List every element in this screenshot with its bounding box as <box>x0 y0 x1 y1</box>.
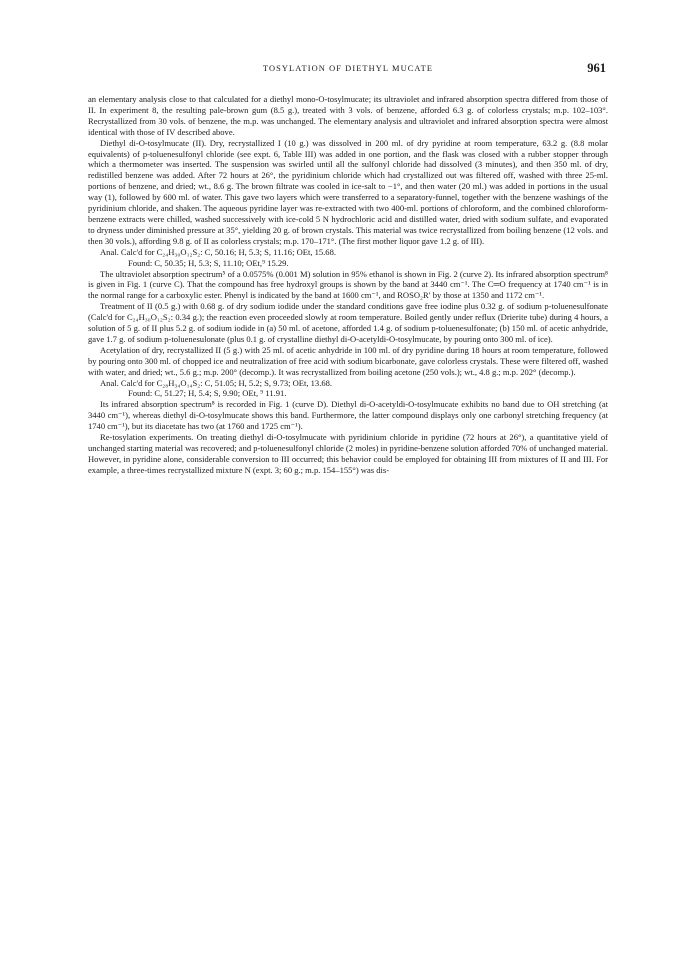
paragraph-acetylation: Acetylation of dry, recrystallized II (5 g.) with 25 ml. of acetic anhydride in 100 ml. of dry pyridine during 18 hours at room temperature, followed by pouring onto 300 ml. of chopped ice and neutralization of free acid with sodium bicarbonate, gave colorless crystals. These were filtered off, washed with water, and dried; wt., 5.6 g.; m.p. 200° (decomp.). It was recrystallized from boiling acetone (250 vols.); wt., 4.8 g.; m.p. 202° (decomp.). <box>88 344 608 377</box>
page-number: 961 <box>587 61 606 75</box>
running-title: TOSYLATION OF DIETHYL MUCATE <box>262 64 434 73</box>
journal-page <box>88 62 608 476</box>
page-header <box>88 62 608 80</box>
paragraph-experiment-8: an elementary analysis close to that calculated for a diethyl mono-O-tosylmucate; its ultraviolet and infrared absorption spectra differed from those of II. In experiment 8, the resulting pale-brown gum (8.5 g.), treated with 3 vols. of benzene, afforded 6.3 g. of colorless crystals; m.p. 102–103°. Recrystallized from 30 vols. of benzene, the m.p. was unchanged. The elementary analysis and ultraviolet and infrared absorption spectra were almost identical with those of IV described above. <box>88 94 608 137</box>
paragraph-re-tosylation: Re-tosylation experiments. On treating diethyl di-O-tosylmucate with pyridinium chloride in pyridine (72 hours at 26°), a quantitative yield of unchanged starting material was recovered; and p-toluenesulfonyl chloride (2 moles) in pyridine-benzene solution afforded 70% of unchanged material. However, in pyridine alone, considerable conversion to III occurred; this behavior could be employed for obtaining III from mixtures of II and III. For example, a three-times recrystallized mixture N (expt. 3; 60 g.; m.p. 154–155°) was dis- <box>88 432 608 475</box>
paragraph-sodium-iodide-treatment: Treatment of II (0.5 g.) with 0.68 g. of dry sodium iodide under the standard conditions gave free iodine plus 0.32 g. of sodium p-toluenesulfonate (Calc'd for C₂₄H₃₀O₁₂S₂: 0.34 g.); the reaction even proceeded slowly at room temperature. Boiled gently under reflux (Drierite tube) during 4 hours, a solution of 5 g. of II plus 5.2 g. of sodium iodide in (a) 50 ml. of acetone, afforded 1.4 g. of sodium p-toluenesulfonate; (b) 150 ml. of acetic anhydride, gave 1.7 g. of sodium p-toluenesulonate (plus 0.1 g. of crystalline diethyl di-O-acetyldi-O-tosylmucate, by pouring onto 300 ml. of ice). <box>88 301 608 344</box>
paragraph-infrared-diacetate: Its infrared absorption spectrum⁸ is recorded in Fig. 1 (curve D). Diethyl di-O-acetyldi-O-tosylmucate exhibits no band due to OH stretching (at 3440 cm⁻¹), whereas diethyl di-O-tosylmucate shows this band. Furthermore, the latter compound displays only one carbonyl stretching frequency (at 1740 cm⁻¹), but its diacetate has two (at 1760 and 1725 cm⁻¹). <box>88 399 608 432</box>
paragraph-diethyl-ditosylmucate-preparation: Diethyl di-O-tosylmucate (II). Dry, recrystallized I (10 g.) was dissolved in 200 ml. of dry pyridine at room temperature, 63.2 g. (8.8 molar equivalents) of p-toluenesulfonyl chloride (see expt. 6, Table III) was added in one portion, and the flask was closed with a rubber stopper through which a thermometer was inserted. The suspension was swirled until all the sulfonyl chloride had dissolved (3 minutes), and then 350 ml. of dry, redistilled benzene was added. After 72 hours at 26°, the pyridinium chloride which had crystallized out was filtered off, washed with three 25-ml. portions of benzene, and dried; wt., 8.6 g. The brown filtrate was cooled in ice-salt to −1°, and then water (20 ml.) was added in portions in the usual way (1), followed by 600 ml. of water. This gave two layers which were transferred to a separatory-funnel, together with the benzene washings of the pyridinium chloride, and shaken. The aqueous pyridine layer was re-extracted with two 400-ml. portions of chloroform, and the combined chloroform-benzene extracts were chilled, washed successively with ice-cold 5 N hydrochloric acid and distilled water, dried with sodium sulfate, and evaporated to dryness under diminished pressure at 35°, yielding 20 g. of brown crystals. This material was twice recrystallized from boiling benzene (12 vols. and then 30 vols.), affording 9.8 g. of II as colorless crystals; m.p. 170–171°. (The first mother liquor gave 1.2 g. of III). <box>88 137 608 246</box>
paragraph-spectra: The ultraviolet absorption spectrum⁵ of a 0.0575% (0.001 M) solution in 95% ethanol is shown in Fig. 2 (curve 2). Its infrared absorption spectrum⁸ is given in Fig. 1 (curve C). That the compound has free hydroxyl groups is shown by the band at 3440 cm⁻¹. The C═O frequency at 1740 cm⁻¹ is in the normal range for a carboxylic ester. Phenyl is indicated by the band at 1600 cm⁻¹, and ROSO₂R′ by those at 1350 and 1172 cm⁻¹. <box>88 268 608 301</box>
analysis-found-2: Found: C, 51.27; H, 5.4; S, 9.90; OEt, ⁹ 11.91. <box>128 388 287 399</box>
analysis-calculated-1: Anal. Calc'd for C₂₄H₃₀O₁₂S₂: C, 50.16; H, 5.3; S, 11.16; OEt, 15.68. <box>100 246 336 257</box>
analysis-calculated-2: Anal. Calc'd for C₂₈H₃₄O₁₄S₂: C, 51.05; H, 5.2; S, 9.73; OEt, 13.68. <box>100 377 333 388</box>
analysis-found-1: Found: C, 50.35; H, 5.3; S, 11.10; OEt,⁹ 15.29. <box>128 257 289 268</box>
